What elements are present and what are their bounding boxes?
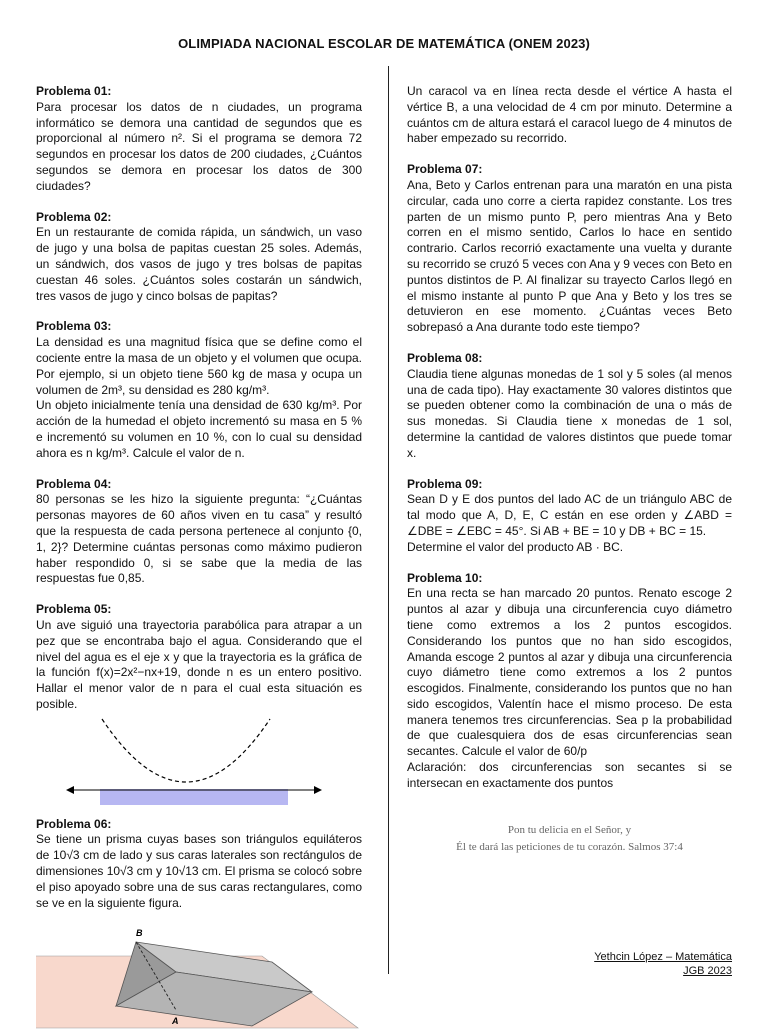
problem-text: Claudia tiene algunas monedas de 1 sol y 5 soles (al menos una de cada tipo). Hay exactamente 30 valores distintos que se pueden obtener como la combinación de una o más de sus monedas. Si Claudia tiene x monedas de 1 sol, determine la cantidad de valores distintos que puede tomar x. — [407, 366, 732, 460]
school-year-line: JGB 2023 — [683, 965, 732, 977]
problem-09 — [407, 477, 732, 556]
prism-figure — [36, 920, 362, 1030]
problem-heading: Problema 03: — [36, 319, 112, 334]
problem-03 — [36, 319, 362, 461]
problem-text: La densidad es una magnitud física que se define como el cociente entre la masa de un objeto y el volumen que ocupa. Por ejemplo, si un objeto tiene 560 kg de masa y ocupa un volumen de 2m³, su densidad es 280 kg/m³. — [36, 335, 362, 397]
problem-04 — [36, 477, 362, 588]
problem-heading: Problema 07: — [407, 162, 483, 177]
problem-heading: Problema 01: — [36, 84, 112, 98]
parabola-curve — [102, 719, 270, 782]
author-line: Yethcin López – Matemática — [594, 951, 732, 963]
vertex-a-label: A — [172, 1016, 179, 1027]
problem-heading: Problema 09: — [407, 476, 483, 491]
problem-heading: Problema 04: — [36, 476, 112, 491]
problem-heading: Problema 06: — [36, 816, 112, 831]
problem-08 — [407, 351, 732, 462]
problem-text: Para procesar los datos de n ciudades, un programa informático se demora una cantidad de segundos que es proporcional al número n². Si el programa se demora 72 segundos en procesar los datos de 200 ciudades, ¿Cuántos segundos se demora en procesar los datos de 300 ciudades? — [36, 99, 362, 193]
x-axis-arrow-left — [66, 786, 74, 794]
problem-text-continued: Un objeto inicialmente tenía una densidad de 630 kg/m³. Por acción de la humedad el objeto incrementó su masa en 5 % e incrementó su volumen en 10 %, con lo cual su densidad ahora es n kg/m³. Calcule el valor de n. — [36, 398, 362, 460]
problem-01 — [36, 84, 362, 195]
problem-05 — [36, 602, 362, 713]
problem-text: 80 personas se les hizo la siguiente pregunta: “¿Cuántas personas mayores de 60 años viven en tu casa” y resultó que la respuesta de cada persona pertenece al conjunto {0, 1, 2}? Determine cuántas personas como máximo pudieron haber respondido 0, si se sabe que la media de las respuestas fue 0,85. — [36, 492, 362, 586]
column-divider — [388, 66, 389, 974]
problem-note: Aclaración: dos circunferencias son secantes si se intersecan en exactamente dos puntos — [407, 760, 732, 790]
problem-heading: Problema 05: — [36, 602, 112, 617]
problem-heading: Problema 10: — [407, 570, 483, 585]
verse-line-2: Él te dará las peticiones de tu corazón. Salmos 37:4 — [456, 841, 683, 853]
x-axis-arrow-right — [314, 786, 322, 794]
problem-02 — [36, 210, 362, 305]
problem-10 — [407, 571, 732, 792]
problem-text: En un restaurante de comida rápida, un sándwich, un vaso de jugo y una bolsa de papitas cuestan 25 soles. Además, un sándwich, dos vasos de jugo y tres bolsas de papitas cuestan 46 soles. ¿Cuántos soles costarán un sándwich, tres vasos de jugo y cinco bolsas de papitas? — [36, 225, 362, 303]
problem-text: En una recta se han marcado 20 puntos. Renato escoge 2 puntos al azar y dibuja una circunferencia cuyo diámetro tiene como extremos a los 2 puntos escogidos. Considerando los puntos que no han sido escogidos, Amanda escoge 2 puntos al azar y dibuja una circunferencia cuyo diámetro tiene como extremos a los 2 puntos escogidos. Finalmente, considerando los puntos que no han sido escogidos, Valentín hace el mismo proceso. De esta manera tenemos tres circunferencias. Sea p la probabilidad de que cualesquiera dos de esas circunferencias sean secantes. Calcule el valor de 60/p — [407, 586, 732, 759]
vertex-b-label: B — [136, 928, 143, 939]
problem-06-continued — [407, 84, 732, 147]
signature-block — [594, 950, 732, 978]
problem-06 — [36, 817, 362, 912]
problem-text: Se tiene un prisma cuyas bases son triángulos equiláteros de 10√3 cm de lado y sus caras laterales son rectángulos de dimensiones 10√3 cm y 10√13 cm. El prisma se colocó sobre el piso apoyado sobre una de sus caras rectangulares, como se ve en la siguiente figura. — [36, 832, 362, 910]
bible-verse — [407, 822, 732, 856]
water-region — [100, 789, 288, 805]
problem-heading: Problema 08: — [407, 350, 483, 365]
problem-text: Un ave siguió una trayectoria parabólica para atrapar a un pez que se encontraba bajo el agua. Considerando que el nivel del agua es el eje x y que la trayectoria es la gráfica de la función f(x)=2x²−nx+19, donde n es un entero positivo. Hallar el menor valor de n para el cual esta situación es posible. — [36, 617, 362, 711]
problem-text: Sean D y E dos puntos del lado AC de un triángulo ABC de tal modo que A, D, E, C están en ese orden y ∠ABD = ∠DBE = ∠EBC = 45°. Si AB + BE = 10 y DB + BC = 15. — [407, 492, 732, 538]
problem-text-continued: Un caracol va en línea recta desde el vértice A hasta el vértice B, a una velocidad de 4 cm por minuto. Determine a cuántos cm de altura estará el caracol luego de 4 minutos de haber empezado su recorrido. — [407, 84, 732, 146]
problem-07 — [407, 162, 732, 336]
problem-text: Ana, Beto y Carlos entrenan para una maratón en una pista circular, cada uno corre a cierta rapidez constante. Los tres parten de un mismo punto P, pero mientras Ana y Beto corren en el mismo sentido, Carlos lo hace en sentido contrario. Carlos recorrió exactamente una vuelta y durante su recorrido se cruzó 5 veces con Ana y 9 veces con Beto en puntos distintos de P. Al finalizar su trayecto Carlos llegó en el mismo instante al punto P que Ana y Beto y los tres se detuvieron en ese momento. ¿Cuántas veces Beto sobrepasó a Ana durante todo este tiempo? — [407, 177, 732, 335]
problem-text-continued: Determine el valor del producto AB · BC. — [407, 539, 624, 554]
verse-line-1: Pon tu delicia en el Señor, y — [507, 824, 632, 836]
page-title: OLIMPIADA NACIONAL ESCOLAR DE MATEMÁTICA (ONEM 2023) — [178, 36, 590, 51]
left-column — [36, 84, 362, 1030]
right-column — [407, 84, 732, 807]
parabola-figure — [36, 713, 362, 813]
problem-heading: Problema 02: — [36, 209, 112, 224]
